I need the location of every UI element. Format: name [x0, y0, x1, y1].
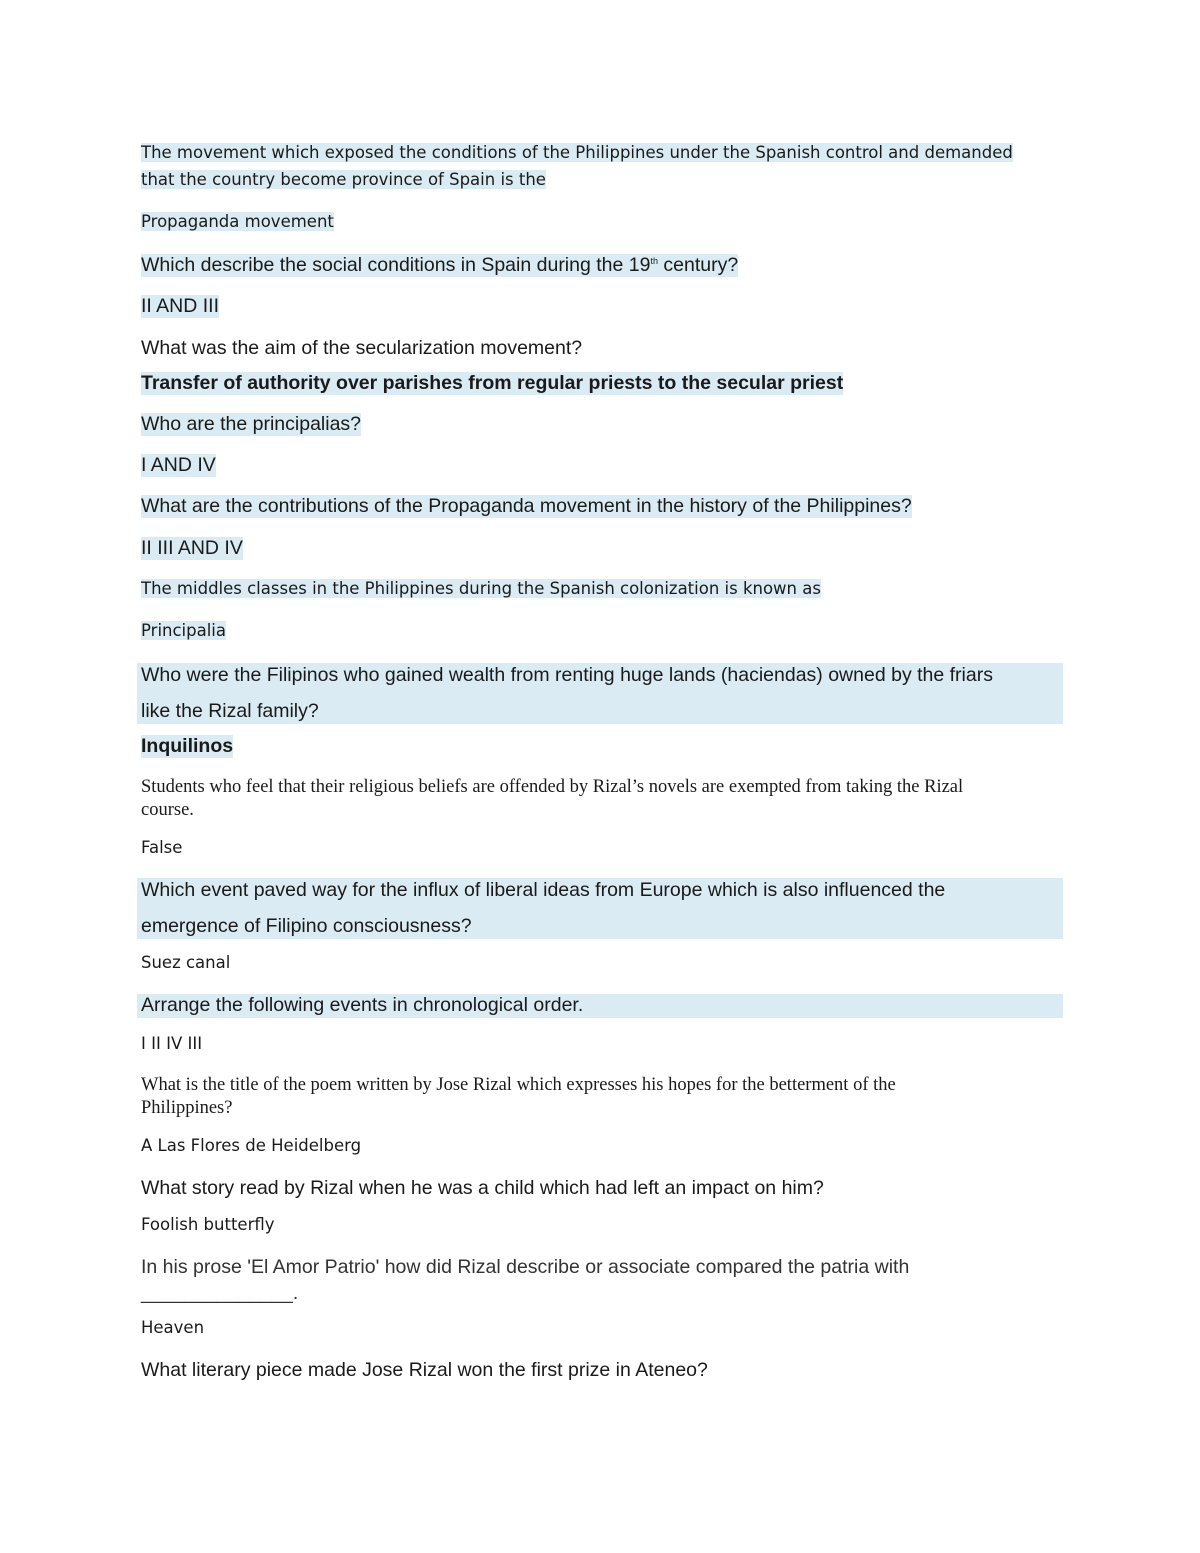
question-text: What is the title of the poem written by Jose Rizal which expresses his hopes for the betterment of the [141, 1075, 896, 1095]
question-text: like the Rizal family? [141, 700, 319, 722]
question-text: In his prose 'El Amor Patrio' how did Rizal describe or associate compared the patria with [141, 1256, 910, 1278]
answer-text: False [141, 838, 183, 857]
answer-text: Principalia [141, 621, 227, 640]
question-text-start: Which describe the social conditions in Spain during the 19 [141, 254, 651, 276]
answer-text: II AND III [141, 295, 220, 317]
question-text-end: century? [657, 254, 739, 276]
question-text: Who were the Filipinos who gained wealth from renting huge lands (haciendas) owned by the friars [141, 664, 993, 686]
question-text [141, 254, 738, 277]
answer-text: II III AND IV [141, 537, 243, 559]
answer-text: Inquilinos [141, 735, 234, 757]
question-text: Which event paved way for the influx of liberal ideas from Europe which is also influenced the [141, 879, 946, 901]
answer-text: A Las Flores de Heidelberg [141, 1136, 362, 1155]
answer-text: Propaganda movement [141, 212, 334, 231]
question-text: Who are the principalias? [141, 413, 362, 435]
answer-text: Foolish butterfly [141, 1215, 275, 1234]
question-text: What was the aim of the secularization movement? [141, 337, 583, 359]
answer-text: I II IV III [141, 1034, 203, 1053]
question-text: The movement which exposed the conditions of the Philippines under the Spanish control and demanded [141, 143, 1013, 162]
answer-text: Suez canal [141, 953, 231, 972]
question-text: What story read by Rizal when he was a child which had left an impact on him? [141, 1177, 824, 1199]
question-text: that the country become province of Spain is the [141, 170, 546, 189]
ordinal-suffix: th [650, 256, 658, 266]
answer-text: Heaven [141, 1318, 205, 1337]
question-text: Students who feel that their religious beliefs are offended by Rizal’s novels are exempted from taking the Rizal [141, 777, 964, 797]
answer-text: Transfer of authority over parishes from regular priests to the secular priest [141, 372, 844, 394]
question-text: ______________. [141, 1282, 299, 1304]
question-text: The middles classes in the Philippines during the Spanish colonization is known as [141, 579, 821, 598]
question-text: emergence of Filipino consciousness? [141, 915, 472, 937]
answer-text: I AND IV [141, 454, 216, 476]
question-text: What literary piece made Jose Rizal won the first prize in Ateneo? [141, 1359, 708, 1381]
question-text: What are the contributions of the Propaganda movement in the history of the Philippines? [141, 495, 912, 517]
question-text: Philippines? [141, 1098, 233, 1118]
question-text: course. [141, 800, 194, 820]
question-text: Arrange the following events in chronological order. [141, 994, 584, 1016]
